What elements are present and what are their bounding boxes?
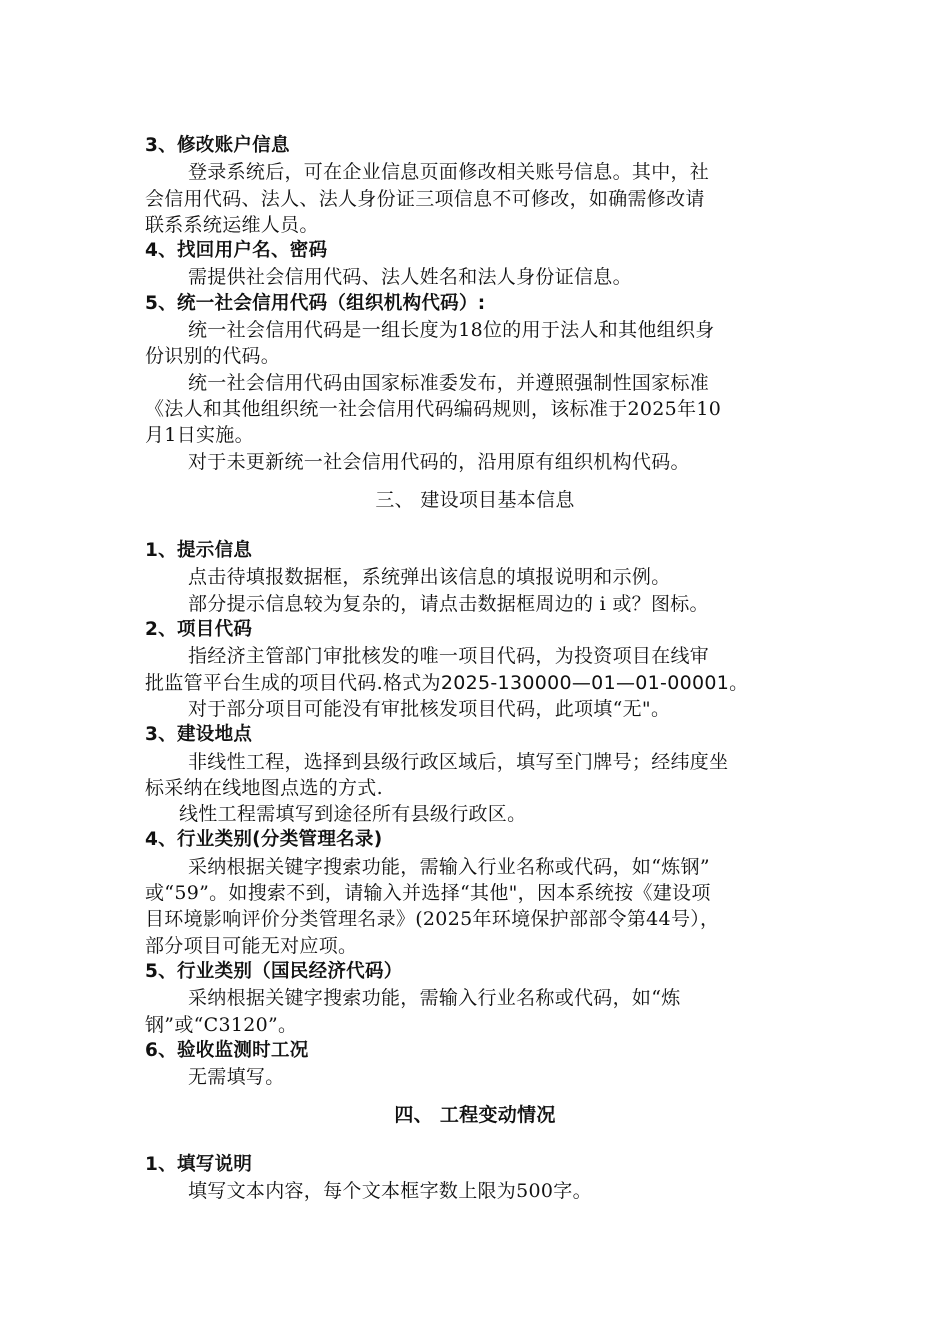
paragraph-line: 登录系统后，可在企业信息页面修改相关账号信息。其中，社 (188, 161, 710, 184)
heading-recover-credentials: 4、找回用户名、密码 (145, 240, 328, 262)
text-segment: 批监管平台生成的项目代码.格式为 (145, 671, 441, 694)
paragraph-line: 填写文本内容，每个文本框字数上限为500字。 (188, 1179, 592, 1202)
paragraph-line: 采纳根据关键字搜索功能，需输入行业名称或代码，如“炼钢” (188, 855, 710, 878)
paragraph-line: 统一社会信用代码由国家标准委发布，并遵照强制性国家标准 (188, 371, 710, 394)
paragraph-line: 部分项目可能无对应项。 (145, 934, 358, 957)
paragraph-line: 对于未更新统一社会信用代码的，沿用原有组织机构代码。 (188, 450, 690, 473)
heading-modify-account: 3、修改账户信息 (145, 135, 290, 156)
paragraph-line: 对于部分项目可能没有审批核发项目代码，此项填“无"。 (188, 697, 671, 720)
heading-credit-code: 5、统一社会信用代码（组织机构代码）: (145, 292, 486, 314)
paragraph-line: 《法人和其他组织统一社会信用代码编码规则，该标准于2025年10 (145, 397, 722, 420)
paragraph-line: 统一社会信用代码是一组长度为18位的用于法人和其他组织身 (188, 319, 715, 342)
paragraph-line: 无需填写。 (188, 1066, 285, 1089)
paragraph-line: 非线性工程，选择到县级行政区域后，填写至门牌号；经纬度坐 (188, 750, 729, 773)
paragraph-line: 需提供社会信用代码、法人姓名和法人身份证信息。 (188, 266, 632, 289)
paragraph-line: 会信用代码、法人、法人身份证三项信息不可修改，如确需修改请 (145, 187, 705, 210)
section-title-engineering-changes: 四、 工程变动情况 (394, 1104, 556, 1127)
paragraph-line: 采纳根据关键字搜索功能，需输入行业名称或代码，如“炼 (188, 987, 681, 1010)
paragraph-line: 月1日实施。 (145, 424, 254, 447)
paragraph-line: 或“59”。如搜索不到，请输入并选择“其他"，因本系统按《建设项 (145, 882, 711, 905)
heading-hint-info: 1、提示信息 (145, 540, 253, 562)
code-format-example: 2025-130000—01—01-00001 (440, 671, 730, 694)
section-title-project-info: 三、 建设项目基本信息 (375, 488, 575, 511)
paragraph-line: 点击待填报数据框，系统弹出该信息的填报说明和示例。 (188, 566, 671, 589)
text-segment: 。 (729, 671, 749, 694)
paragraph-line: 线性工程需填写到途径所有县级行政区。 (179, 803, 527, 826)
heading-monitoring-conditions: 6、验收监测时工况 (145, 1039, 309, 1061)
heading-project-code: 2、项目代码 (145, 619, 253, 641)
paragraph-line: 部分提示信息较为复杂的，请点击数据框周边的 i 或？图标。 (188, 592, 709, 615)
heading-industry-category-directory: 4、行业类别(分类管理名录) (145, 829, 383, 851)
paragraph-line: 标采纳在线地图点选的方式. (145, 776, 383, 799)
paragraph-line: 目环境影响评价分类管理名录》(2025年环境保护部部令第44号）， (145, 908, 720, 931)
document-page (145, 133, 805, 1204)
heading-industry-category-economy: 5、行业类别（国民经济代码） (145, 960, 403, 982)
heading-construction-site: 3、建设地点 (145, 724, 253, 746)
paragraph-line: 联系系统运维人员。 (145, 213, 319, 236)
paragraph-line (145, 670, 805, 696)
paragraph-line: 份识别的代码。 (145, 345, 281, 368)
heading-fill-instructions: 1、填写说明 (145, 1153, 253, 1175)
paragraph-line: 钢”或“C3120”。 (145, 1013, 298, 1036)
paragraph-line: 指经济主管部门审批核发的唯一项目代码，为投资项目在线审 (188, 645, 710, 668)
